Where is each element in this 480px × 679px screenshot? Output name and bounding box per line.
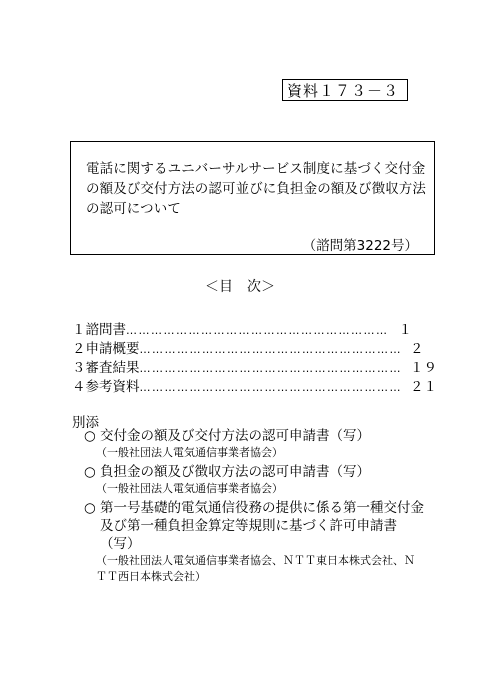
toc-page: ２ (410, 341, 424, 357)
document-title: 電話に関するユニバーサルサービス制度に基づく交付金の額及び交付方法の認可並びに負担金の額及び徴収方法の認可について (86, 161, 426, 217)
table-of-contents (72, 318, 437, 395)
toc-label: 諮問書 (85, 322, 126, 338)
toc-number: ４ (72, 379, 86, 395)
toc-row (72, 356, 437, 376)
toc-row (72, 337, 424, 357)
attachment-item (84, 463, 424, 497)
toc-number: ３ (72, 360, 86, 376)
toc-number: ２ (72, 341, 86, 357)
inquiry-number: （諮問第3222号） (302, 238, 418, 254)
toc-page: １ (398, 322, 412, 338)
toc-label: 審査結果 (85, 360, 140, 376)
attachment-title: 負担金の額及び徴収方法の認可申請書（写） (100, 464, 370, 480)
toc-page: ２１ (410, 379, 437, 395)
toc-leader-dots: ……………………………………………………… (139, 343, 402, 356)
attachment-item (84, 499, 424, 585)
attachment-item (84, 427, 424, 461)
title-box (70, 141, 435, 255)
document-id-label: 資料１７３－３ (282, 79, 408, 101)
circle-bullet-icon: ○ (84, 428, 96, 444)
toc-leader-dots: ……………………………………………………… (139, 362, 402, 375)
attachments-heading: 別添 (72, 415, 99, 431)
toc-leader-dots: ……………………………………………………… (126, 324, 389, 337)
attachments-list (84, 427, 424, 587)
toc-number: １ (72, 322, 86, 338)
attachment-title: 第一号基礎的電気通信役務の提供に係る第一種交付金及び第一種負担金算定等規則に基づく許可申請書（写） (100, 500, 424, 552)
attachment-organization: （一般社団法人電気通信事業者協会、ＮＴＴ東日本株式会社、ＮＴＴ西日本株式会社） (96, 554, 415, 583)
circle-bullet-icon: ○ (84, 464, 96, 480)
attachment-organization: （一般社団法人電気通信事業者協会） (96, 446, 283, 459)
toc-page: １９ (410, 360, 437, 376)
attachment-title: 交付金の額及び交付方法の認可申請書（写） (100, 428, 370, 444)
attachment-organization: （一般社団法人電気通信事業者協会） (96, 482, 283, 495)
toc-heading: ＜目 次＞ (205, 279, 275, 295)
toc-row (72, 318, 412, 337)
toc-row (72, 375, 437, 395)
toc-leader-dots: ……………………………………………………… (139, 381, 402, 394)
toc-label: 参考資料 (85, 379, 140, 395)
toc-label: 申請概要 (85, 341, 140, 357)
circle-bullet-icon: ○ (84, 500, 96, 516)
